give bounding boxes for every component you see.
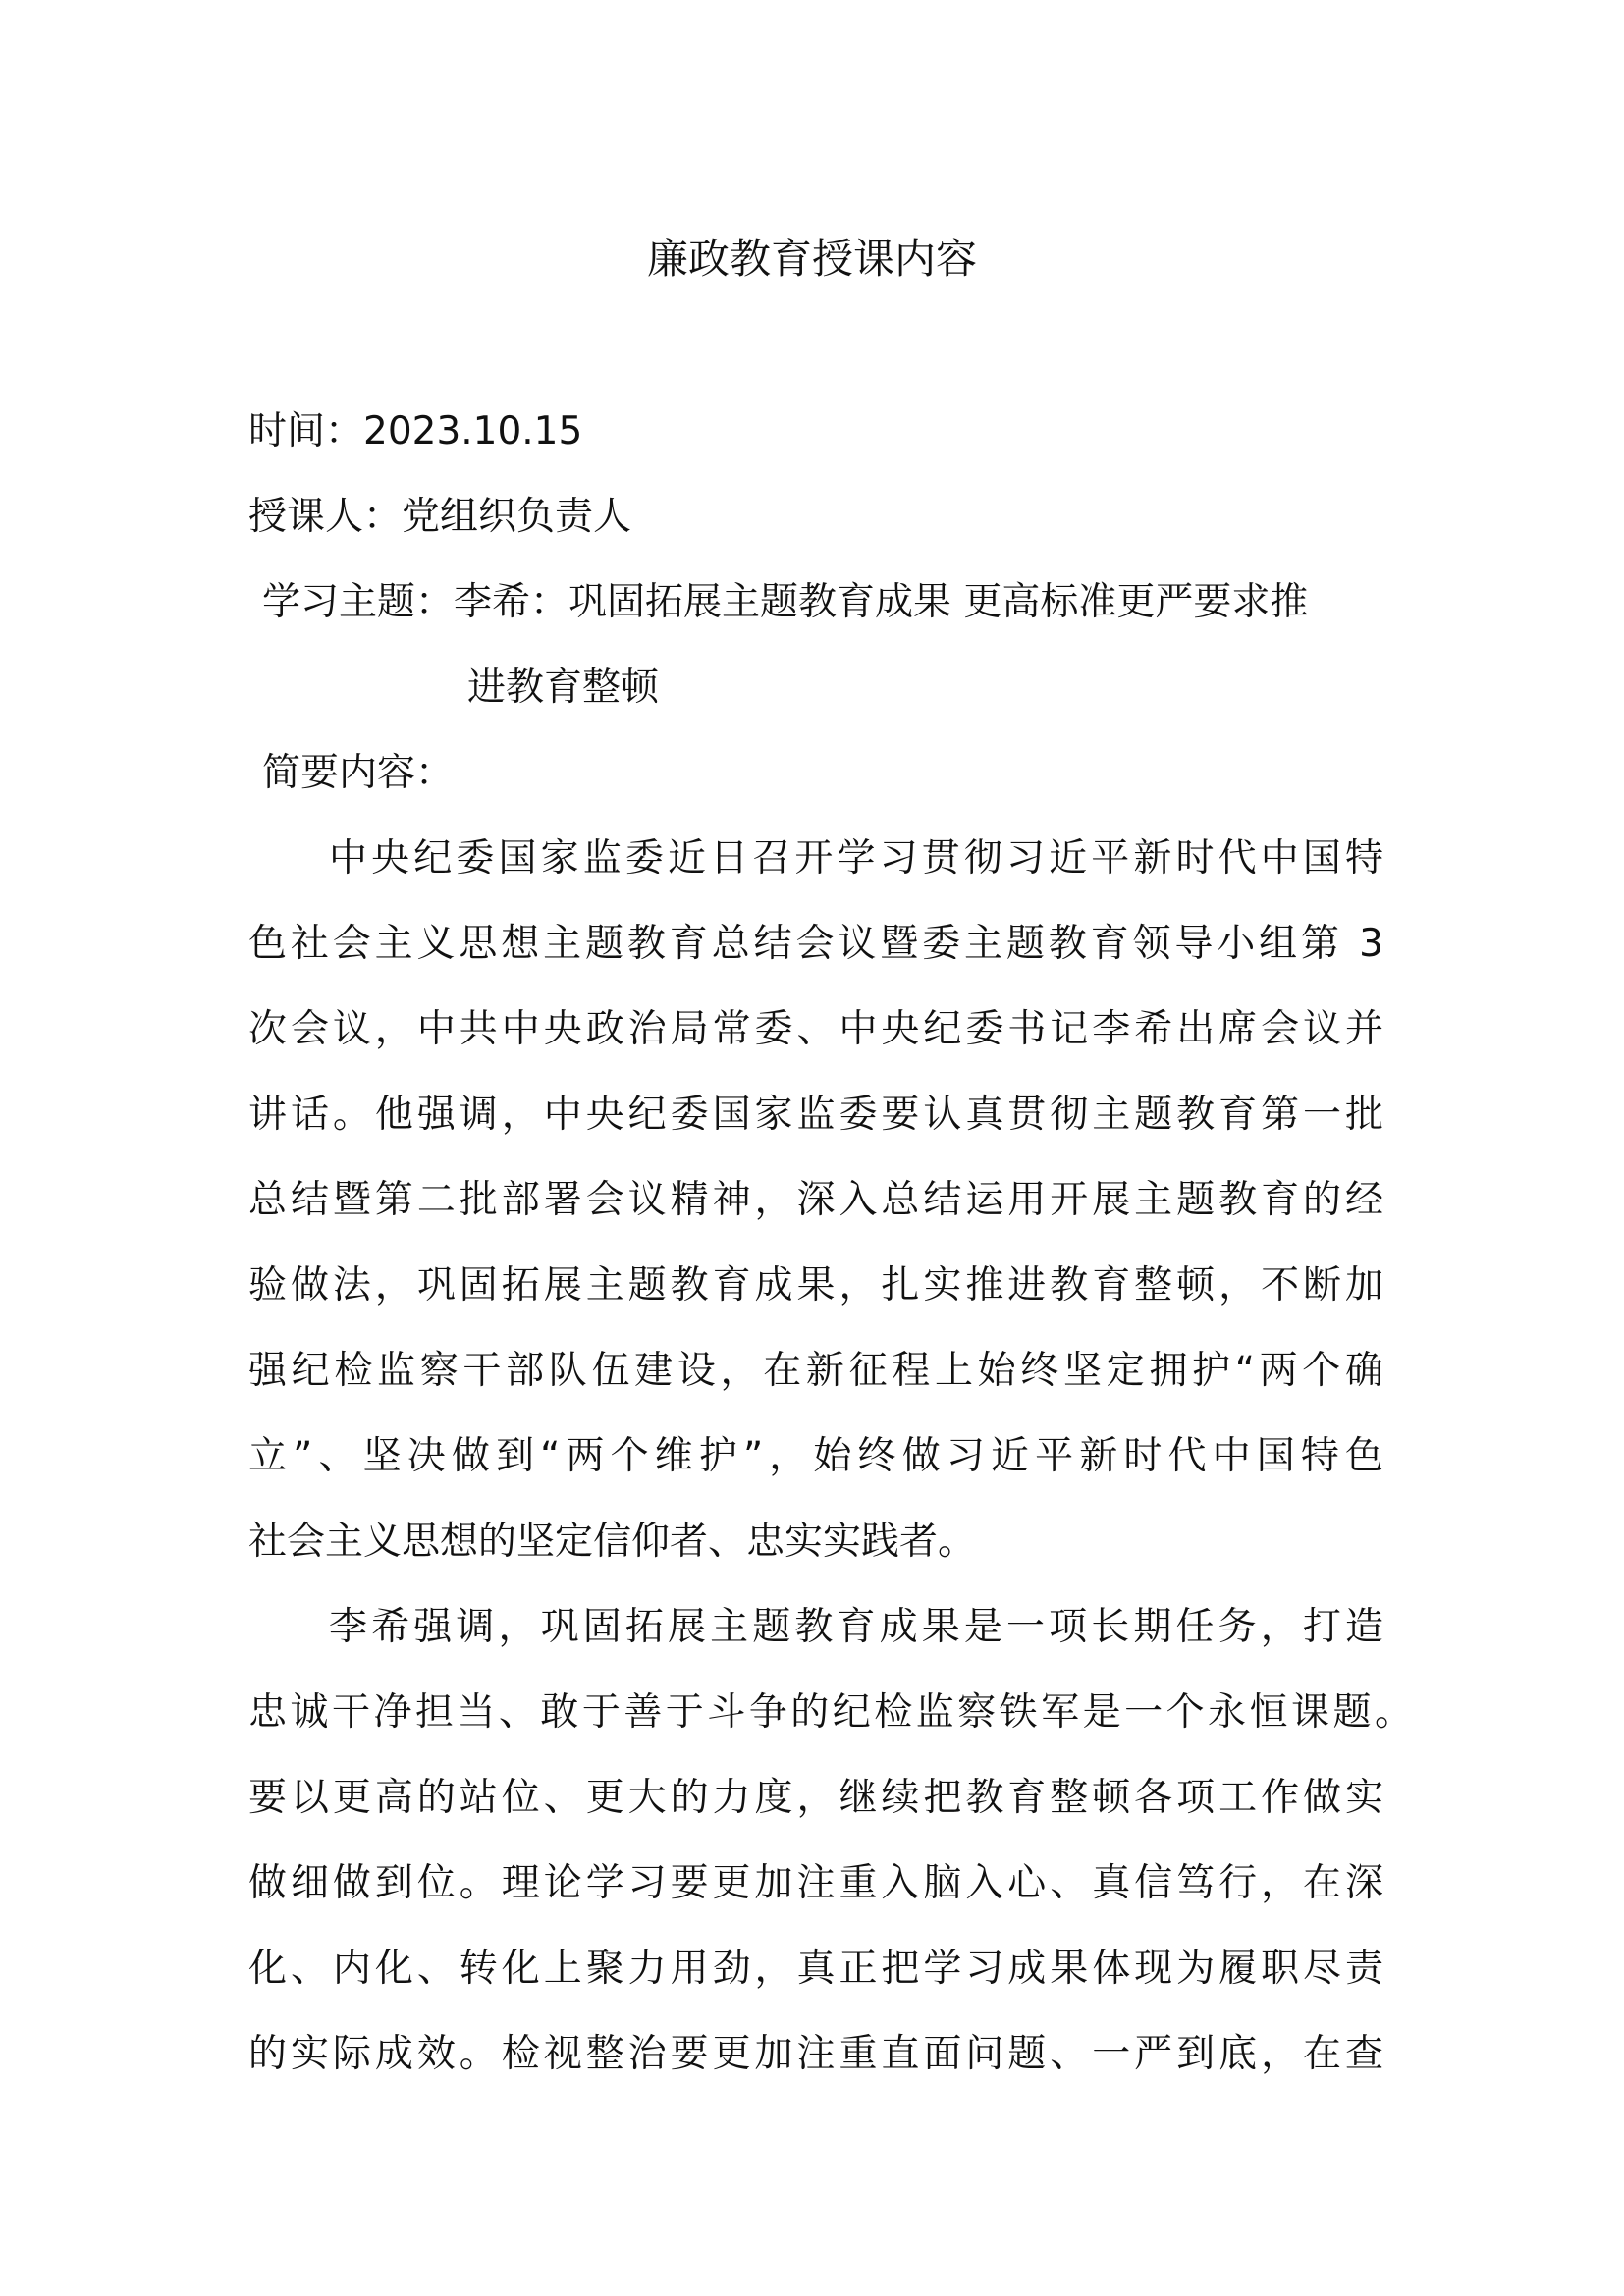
paragraph1-line: 立”、坚决做到“两个维护”，始终做习近平新时代中国特色 [248,1434,1383,1478]
lecturer-line: 授课人：党组织负责人 [248,495,632,539]
document-title: 廉政教育授课内容 [646,235,977,283]
paragraph2-line: 的实际成效。检视整治要更加注重直面问题、一严到底，在查 [248,2032,1383,2076]
paragraph1-line: 色社会主义思想主题教育总结会议暨委主题教育领导小组第 3 [248,922,1383,966]
paragraph1-line: 总结暨第二批部署会议精神，深入总结运用开展主题教育的经 [248,1178,1383,1222]
paragraph1-line: 验做法，巩固拓展主题教育成果，扎实推进教育整顿，不断加 [248,1263,1383,1308]
paragraph1-line: 次会议，中共中央政治局常委、中央纪委书记李希出席会议并 [248,1007,1383,1051]
paragraph1-line: 讲话。他强调，中央纪委国家监委要认真贯彻主题教育第一批 [248,1093,1383,1137]
paragraph2-line: 做细做到位。理论学习要更加注重入脑入心、真信笃行，在深 [248,1861,1383,1905]
paragraph2-line: 忠诚干净担当、敢于善于斗争的纪检监察铁军是一个永恒课题。 [248,1690,1413,1735]
topic-line-2: 进教育整顿 [467,666,660,710]
paragraph1-line: 社会主义思想的坚定信仰者、忠实实践者。 [248,1520,977,1564]
paragraph1-line: 中央纪委国家监委近日召开学习贯彻习近平新时代中国特 [329,836,1383,881]
topic-line-1: 学习主题：李希：巩固拓展主题教育成果 更高标准更严要求推 [262,580,1309,624]
paragraph1-line: 强纪检监察干部队伍建设，在新征程上始终坚定拥护“两个确 [248,1349,1383,1393]
paragraph2-line: 李希强调，巩固拓展主题教育成果是一项长期任务，打造 [329,1605,1383,1649]
time-line: 时间：2023.10.15 [248,409,583,454]
summary-label: 简要内容： [262,751,455,795]
paragraph2-line: 要以更高的站位、更大的力度，继续把教育整顿各项工作做实 [248,1776,1383,1820]
paragraph2-line: 化、内化、转化上聚力用劲，真正把学习成果体现为履职尽责 [248,1947,1383,1991]
